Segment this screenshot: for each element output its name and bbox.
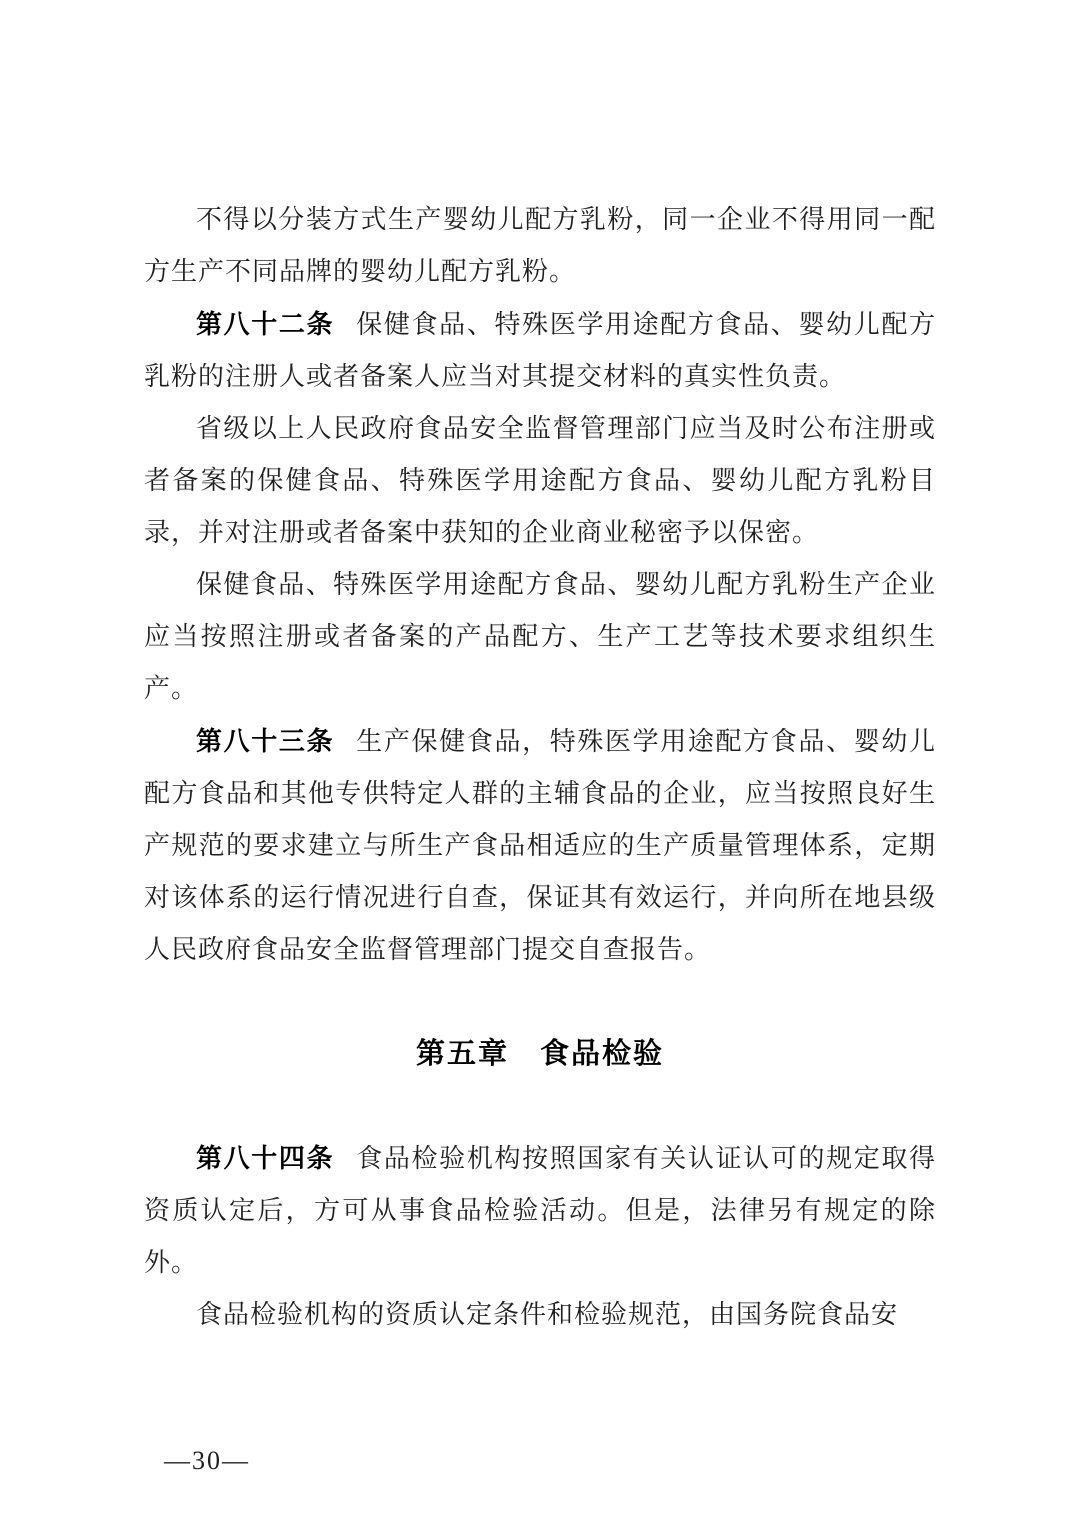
article-84 [144,1132,936,1289]
article-84-text: 食品检验机构按照国家有关认证认可的规定取得资质认定后，方可从事食品检验活动。但是，法律另有规定的除外。 [144,1144,936,1277]
page-number: —30— [164,1446,250,1475]
paragraph-registry-publication: 省级以上人民政府食品安全监督管理部门应当及时公布注册或者备案的保健食品、特殊医学用途配方食品、婴幼儿配方乳粉目录，并对注册或者备案中获知的企业商业秘密予以保密。 [144,414,936,547]
article-83-number: 第八十三条 [196,726,335,756]
article-83-text: 生产保健食品，特殊医学用途配方食品、婴幼儿配方食品和其他专供特定人群的主辅食品的企业，应当按照良好生产规范的要求建立与所生产食品相适应的生产质量管理体系，定期对该体系的运行情况进行自查，保证其有效运行，并向所在地县级人民政府食品安全监督管理部门提交自查报告。 [144,727,936,964]
paragraph-inspection-qualification: 食品检验机构的资质认定条件和检验规范，由国务院食品安 [196,1300,899,1329]
article-82-number: 第八十二条 [196,309,335,339]
document-body [144,194,936,1341]
article-83 [144,715,936,976]
article-84-number: 第八十四条 [196,1143,335,1173]
paragraph-production-requirements: 保健食品、特殊医学用途配方食品、婴幼儿配方乳粉生产企业应当按照注册或者备案的产品配方、生产工艺等技术要求组织生产。 [144,570,936,703]
article-82-text: 保健食品、特殊医学用途配方食品、婴幼儿配方乳粉的注册人或者备案人应当对其提交材料的真实性负责。 [144,310,936,391]
chapter-heading: 第五章 食品检验 [415,1038,664,1070]
paragraph-continuation: 不得以分装方式生产婴幼儿配方乳粉，同一企业不得用同一配方生产不同品牌的婴幼儿配方乳粉。 [144,205,936,286]
article-82 [144,298,936,403]
